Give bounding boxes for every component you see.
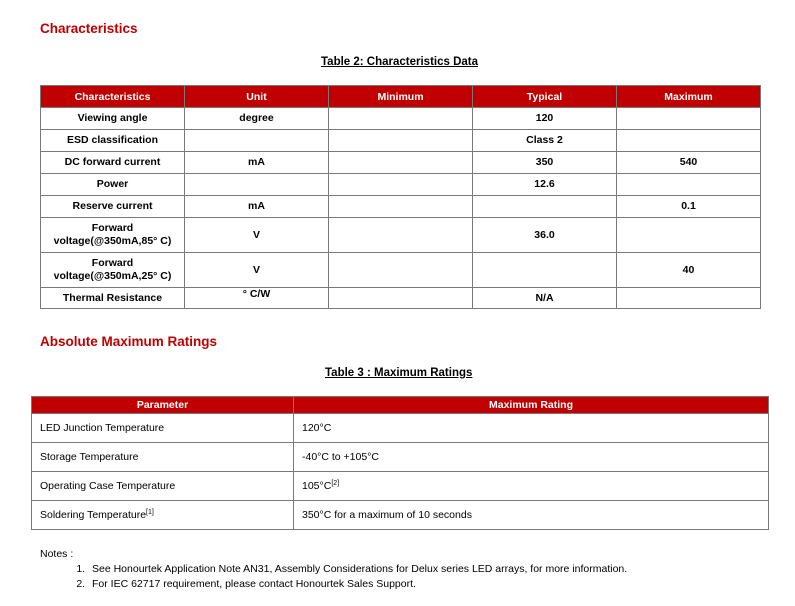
- cell-maximum: 40: [617, 253, 761, 288]
- cell-unit: V: [185, 218, 329, 253]
- cell-maximum: [617, 288, 761, 309]
- cell-parameter: [32, 443, 294, 472]
- cell-rating: [294, 501, 769, 530]
- cell-typical: 12.6: [473, 174, 617, 196]
- cell-typical: N/A: [473, 288, 617, 309]
- cell-minimum: [329, 218, 473, 253]
- cell-unit: V: [185, 253, 329, 288]
- cell-characteristic: Viewing angle: [41, 108, 185, 130]
- table-row: [41, 174, 761, 196]
- cell-unit: ° C/W: [185, 288, 329, 309]
- header-maximum: Maximum: [617, 86, 761, 108]
- cell-characteristic-line2: voltage(@350mA,25° C): [53, 270, 172, 282]
- cell-characteristic: DC forward current: [41, 152, 185, 174]
- cell-minimum: [329, 108, 473, 130]
- table3-caption: Table 3 : Maximum Ratings: [325, 367, 473, 379]
- cell-characteristic: [41, 218, 185, 253]
- header-minimum: Minimum: [329, 86, 473, 108]
- notes: [40, 547, 627, 592]
- cell-typical: 36.0: [473, 218, 617, 253]
- cell-parameter: [32, 414, 294, 443]
- header-characteristics: Characteristics: [41, 86, 185, 108]
- notes-list: [40, 562, 627, 592]
- cell-rating: [294, 414, 769, 443]
- cell-unit: degree: [185, 108, 329, 130]
- table-row: [32, 472, 769, 501]
- table-row: [41, 218, 761, 253]
- cell-maximum: 540: [617, 152, 761, 174]
- table-row: [32, 443, 769, 472]
- table-row: [32, 501, 769, 530]
- cell-characteristic-line1: Forward: [91, 257, 134, 269]
- table-row: [32, 414, 769, 443]
- cell-characteristic: Power: [41, 174, 185, 196]
- cell-unit: [185, 174, 329, 196]
- cell-characteristic-line1: Forward: [91, 222, 134, 234]
- cell-characteristic: Thermal Resistance: [41, 288, 185, 309]
- table-row: [41, 253, 761, 288]
- rating-text: 105°C: [302, 480, 332, 492]
- parameter-text: Operating Case Temperature: [40, 480, 176, 492]
- header-parameter: Parameter: [32, 397, 294, 414]
- cell-rating: [294, 443, 769, 472]
- table-row: [41, 196, 761, 218]
- rating-footnote: [2]: [331, 480, 340, 487]
- cell-characteristic-line2: voltage(@350mA,85° C): [53, 235, 172, 247]
- characteristics-table: [40, 85, 761, 309]
- parameter-footnote: [1]: [146, 509, 154, 516]
- cell-typical: [473, 196, 617, 218]
- cell-minimum: [329, 130, 473, 152]
- header-unit: Unit: [185, 86, 329, 108]
- table-header-row: [41, 86, 761, 108]
- cell-parameter: [32, 501, 294, 530]
- cell-unit: mA: [185, 152, 329, 174]
- cell-unit: mA: [185, 196, 329, 218]
- rating-text: -40°C to +105°C: [302, 451, 379, 463]
- cell-typical: 120: [473, 108, 617, 130]
- cell-minimum: [329, 288, 473, 309]
- rating-text: 350°C for a maximum of 10 seconds: [302, 509, 472, 521]
- header-maximum-rating: Maximum Rating: [294, 397, 769, 414]
- cell-minimum: [329, 152, 473, 174]
- table-row: [41, 108, 761, 130]
- cell-characteristic: ESD classification: [41, 130, 185, 152]
- cell-unit: [185, 130, 329, 152]
- cell-typical: [473, 253, 617, 288]
- table-row: [41, 288, 761, 309]
- cell-minimum: [329, 196, 473, 218]
- table-header-row: [32, 397, 769, 414]
- cell-maximum: [617, 130, 761, 152]
- cell-minimum: [329, 174, 473, 196]
- characteristics-title: Characteristics: [40, 21, 138, 36]
- parameter-text: LED Junction Temperature: [40, 422, 165, 434]
- cell-characteristic: Reserve current: [41, 196, 185, 218]
- table2-caption: Table 2: Characteristics Data: [321, 56, 479, 68]
- max-ratings-title: Absolute Maximum Ratings: [40, 334, 218, 349]
- parameter-text: Storage Temperature: [40, 451, 139, 463]
- notes-label: Notes :: [40, 548, 74, 560]
- table-row: [41, 130, 761, 152]
- cell-characteristic: [41, 253, 185, 288]
- cell-typical: Class 2: [473, 130, 617, 152]
- cell-typical: 350: [473, 152, 617, 174]
- table-row: [41, 152, 761, 174]
- rating-text: 120°C: [302, 422, 332, 434]
- cell-parameter: [32, 472, 294, 501]
- cell-maximum: 0.1: [617, 196, 761, 218]
- note-item: 2. For IEC 62717 requirement, please contact Honourtek Sales Support.: [88, 577, 627, 592]
- note-item: 1. See Honourtek Application Note AN31, Assembly Considerations for Delux series LED arrays, for more information.: [88, 562, 627, 577]
- cell-minimum: [329, 253, 473, 288]
- parameter-text: Soldering Temperature: [40, 509, 147, 521]
- cell-maximum: [617, 218, 761, 253]
- header-typical: Typical: [473, 86, 617, 108]
- cell-rating: [294, 472, 769, 501]
- max-ratings-table: [31, 396, 769, 530]
- cell-maximum: [617, 108, 761, 130]
- cell-maximum: [617, 174, 761, 196]
